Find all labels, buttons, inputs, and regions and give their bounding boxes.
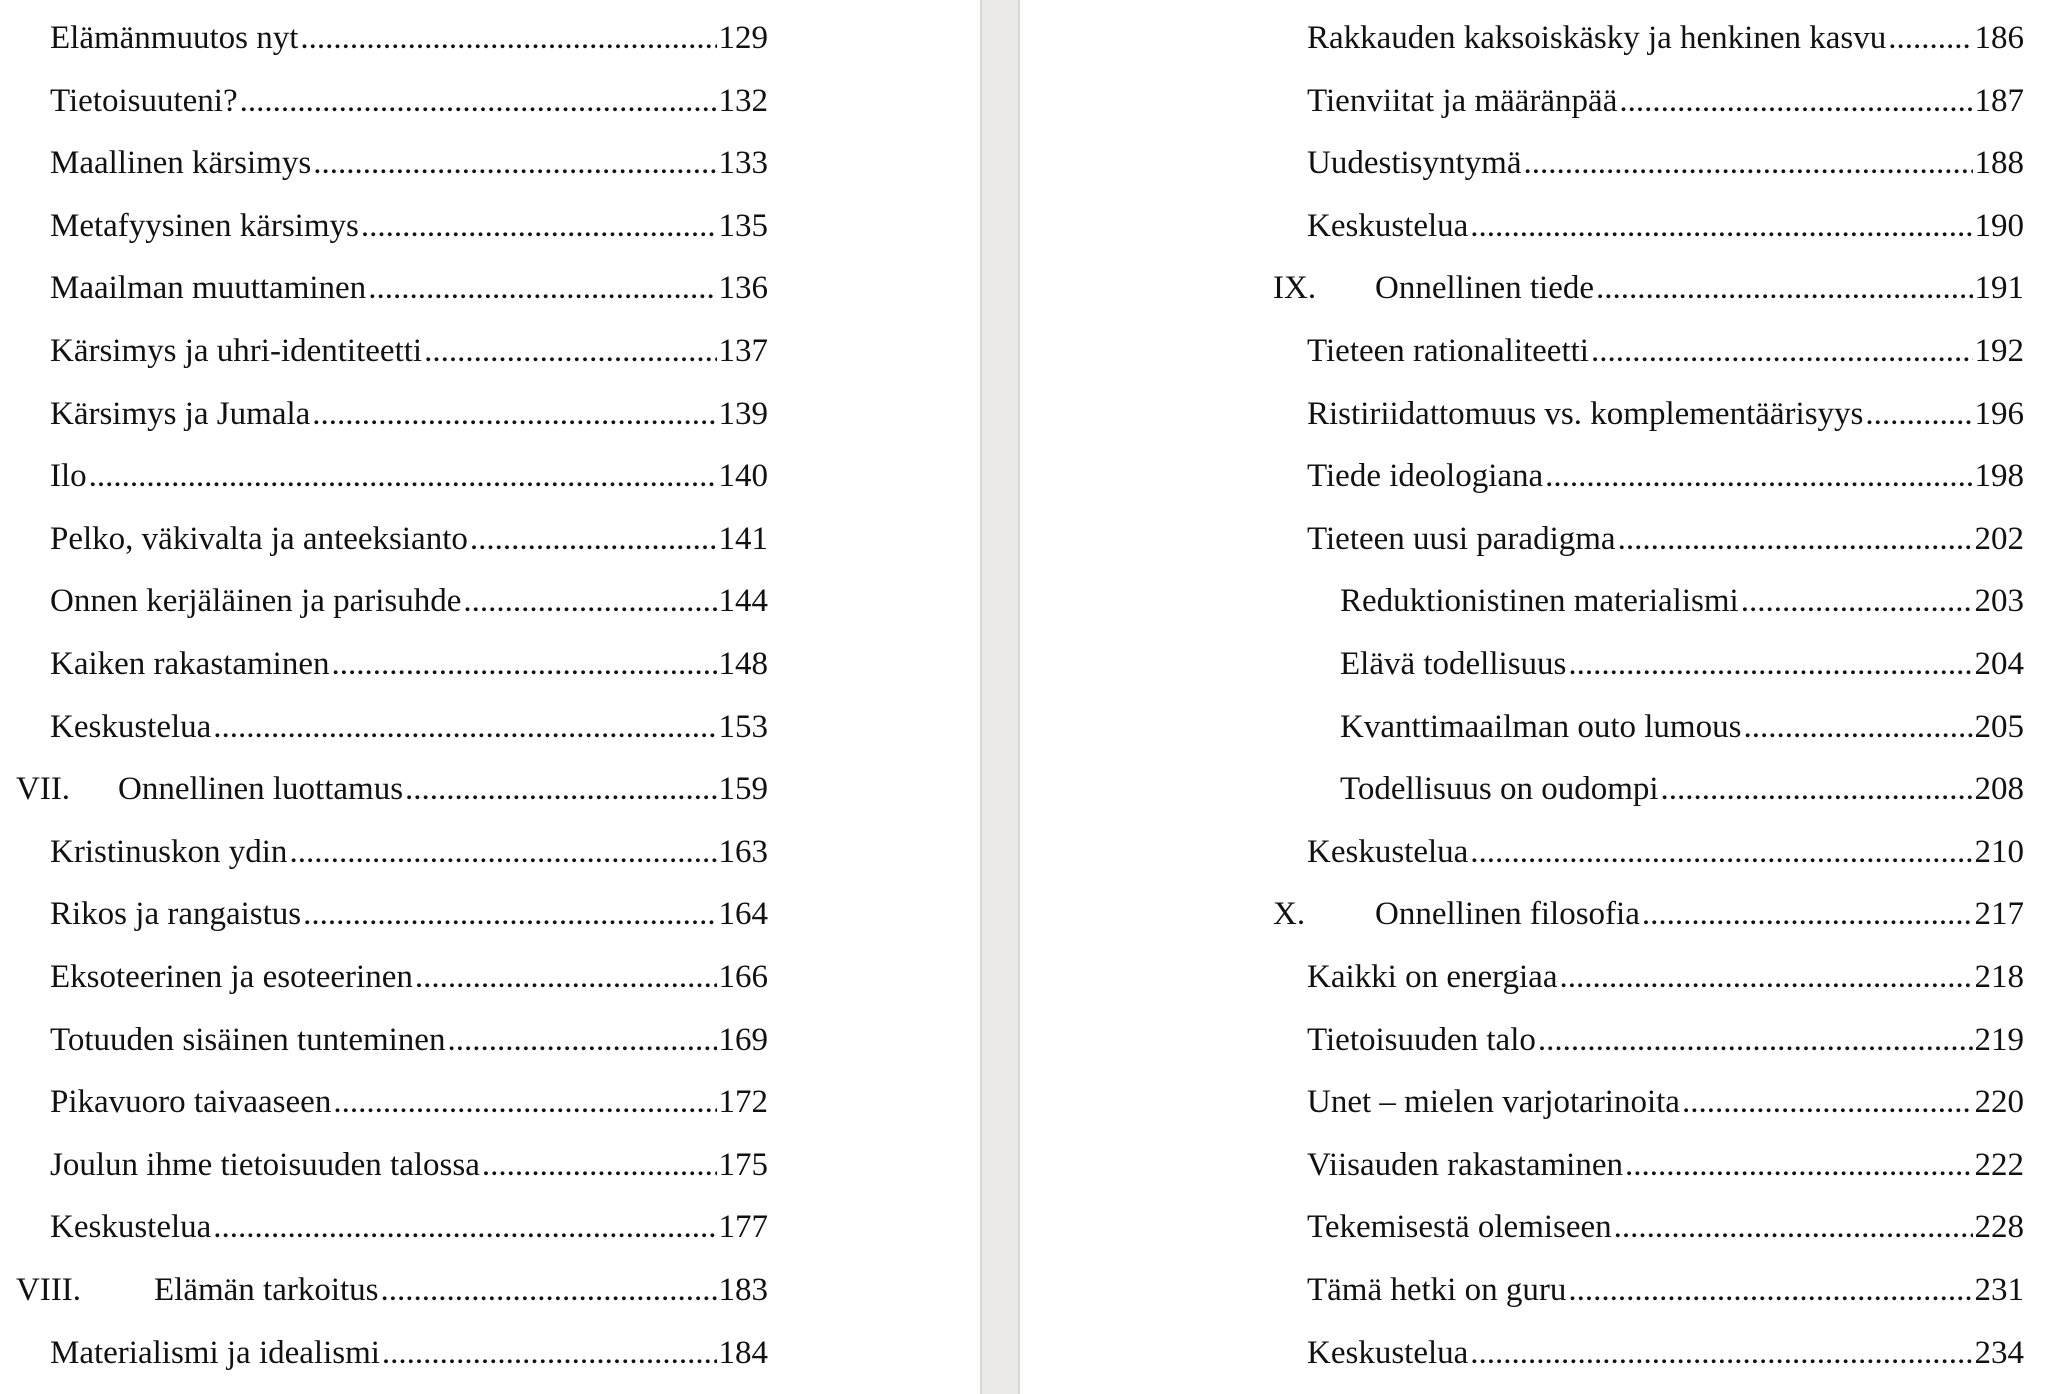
entry-title: Materialismi ja idealismi: [50, 1334, 380, 1371]
page-number: 140: [718, 458, 768, 495]
dot-leader: [415, 957, 717, 997]
entry-title: Rakkauden kaksoiskäsky ja henkinen kasvu: [1307, 20, 1887, 56]
page-number: 183: [718, 1272, 768, 1308]
entry-title: Tämä hetki on guru: [1307, 1272, 1567, 1308]
page-number: 148: [718, 646, 768, 682]
page-number: 166: [718, 959, 768, 995]
page-number: 205: [1974, 708, 2024, 745]
toc-entry[interactable]: [50, 832, 768, 872]
toc-entry[interactable]: [1307, 1082, 2024, 1122]
dot-leader: [1559, 957, 1972, 997]
toc-entry[interactable]: [1340, 707, 2024, 747]
entry-title: Kaiken rakastaminen: [50, 646, 330, 682]
dot-leader: [1470, 1333, 1972, 1373]
page-number: 231: [1974, 1272, 2024, 1308]
toc-entry[interactable]: [50, 1207, 768, 1247]
toc-entry[interactable]: [50, 1082, 768, 1122]
dot-leader: [1614, 1207, 1973, 1247]
entry-title: Reduktionistinen materialismi: [1340, 583, 1739, 620]
entry-title: Eksoteerinen ja esoteerinen: [50, 959, 413, 995]
dot-leader: [361, 206, 717, 246]
entry-title: Onnen kerjäläinen ja parisuhde: [50, 583, 462, 620]
page-gutter: [980, 0, 1020, 1394]
entry-title: Elävä todellisuus: [1340, 646, 1567, 682]
page-number: 137: [718, 333, 768, 369]
toc-entry[interactable]: [1307, 456, 2024, 496]
dot-leader: [331, 644, 716, 684]
page-number: 139: [718, 395, 768, 432]
entry-title: Tekemisestä olemiseen: [1307, 1209, 1612, 1246]
page-number: 204: [1974, 646, 2024, 682]
page-number: 129: [718, 20, 768, 56]
toc-entry[interactable]: [50, 456, 768, 496]
dot-leader: [1741, 581, 1973, 621]
toc-entry[interactable]: [50, 143, 768, 183]
chapter-number: VIII.: [16, 1272, 82, 1308]
page-number: 208: [1974, 771, 2024, 808]
entry-title: Tietoisuuteni?: [50, 82, 238, 119]
toc-entry[interactable]: [1307, 81, 2024, 121]
page-number: 187: [1974, 82, 2024, 119]
toc-entry[interactable]: [50, 1333, 768, 1373]
dot-leader: [213, 707, 716, 747]
entry-title: Viisauden rakastaminen: [1307, 1146, 1623, 1183]
toc-entry[interactable]: [1307, 1270, 2024, 1310]
dot-leader: [405, 769, 716, 809]
toc-entry[interactable]: [1307, 206, 2024, 246]
dot-leader: [1682, 1082, 1973, 1122]
toc-entry[interactable]: [50, 644, 768, 684]
chapter-number: VII.: [16, 771, 71, 808]
page-number: 186: [1974, 20, 2024, 56]
toc-entry[interactable]: [50, 519, 768, 559]
toc-entry[interactable]: [1307, 832, 2024, 872]
toc-entry[interactable]: [50, 331, 768, 371]
toc-chapter-entry[interactable]: [16, 1270, 768, 1310]
toc-entry[interactable]: [1340, 581, 2024, 621]
dot-leader: [312, 394, 716, 434]
toc-chapter-entry[interactable]: [1273, 894, 2024, 934]
dot-leader: [1538, 1020, 1973, 1060]
left-page: [0, 0, 980, 1394]
page-number: 141: [718, 520, 768, 557]
page-number: 175: [718, 1146, 768, 1183]
entry-title: Todellisuus on oudompi: [1340, 771, 1659, 808]
dot-leader: [482, 1145, 717, 1185]
page-number: 164: [718, 896, 768, 933]
page-number: 169: [718, 1021, 768, 1058]
entry-title: Kärsimys ja Jumala: [50, 395, 311, 432]
toc-chapter-entry[interactable]: [1273, 268, 2024, 308]
toc-entry[interactable]: [1340, 769, 2024, 809]
toc-entry[interactable]: [50, 957, 768, 997]
page-number: 219: [1974, 1021, 2024, 1058]
chapter-number: IX.: [1273, 270, 1317, 307]
dot-leader: [1888, 18, 1972, 58]
toc-entry[interactable]: [50, 581, 768, 621]
toc-chapter-entry[interactable]: [16, 769, 768, 809]
toc-entry[interactable]: [50, 707, 768, 747]
entry-title: Tienviitat ja määränpää: [1307, 82, 1618, 119]
entry-title: Tietoisuuden talo: [1307, 1021, 1536, 1058]
entry-title: Maailman muuttaminen: [50, 270, 367, 307]
toc-entry[interactable]: [1307, 1145, 2024, 1185]
page-number: 234: [1974, 1334, 2024, 1371]
dot-leader: [1470, 206, 1972, 246]
page-number: 191: [1974, 270, 2024, 307]
page-number: 132: [718, 82, 768, 119]
page-number: 163: [718, 833, 768, 870]
entry-title: Keskustelua: [50, 1209, 212, 1246]
page-number: 202: [1974, 520, 2024, 557]
entry-title: Elämän tarkoitus: [154, 1272, 379, 1308]
toc-entry[interactable]: [50, 81, 768, 121]
toc-entry[interactable]: [50, 394, 768, 434]
toc-entry[interactable]: [50, 18, 768, 58]
page-number: 220: [1974, 1084, 2024, 1121]
dot-leader: [89, 456, 717, 496]
page-number: 184: [718, 1334, 768, 1371]
dot-leader: [1545, 456, 1972, 496]
dot-leader: [1642, 894, 1973, 934]
entry-title: Ilo: [50, 458, 87, 495]
page-number: 133: [718, 145, 768, 182]
page-number: 177: [718, 1209, 768, 1246]
dot-leader: [213, 1207, 716, 1247]
entry-title: Keskustelua: [1307, 207, 1469, 244]
page-number: 198: [1974, 458, 2024, 495]
entry-title: Tieteen uusi paradigma: [1307, 520, 1616, 557]
dot-leader: [289, 832, 716, 872]
dot-leader: [333, 1082, 716, 1122]
page-number: 144: [718, 583, 768, 620]
dot-leader: [470, 519, 717, 559]
entry-title: Maallinen kärsimys: [50, 145, 312, 182]
entry-title: Rikos ja rangaistus: [50, 896, 302, 933]
page-number: 192: [1974, 333, 2024, 369]
entry-title: Ristiriidattomuus vs. komplementäärisyys: [1307, 395, 1864, 432]
dot-leader: [1596, 268, 1972, 308]
entry-title: Metafyysinen kärsimys: [50, 207, 359, 244]
dot-leader: [1619, 81, 1972, 121]
dot-leader: [382, 1333, 717, 1373]
toc-entry[interactable]: [1307, 331, 2024, 371]
toc-entry[interactable]: [50, 1020, 768, 1060]
page-number: 210: [1974, 833, 2024, 870]
dot-leader: [1568, 1270, 1972, 1310]
entry-title: Onnellinen tiede: [1375, 270, 1595, 307]
dot-leader: [1591, 331, 1973, 371]
toc-entry[interactable]: [1307, 1333, 2024, 1373]
page-number: 196: [1974, 395, 2024, 432]
dot-leader: [1661, 769, 1973, 809]
toc-entry[interactable]: [1307, 18, 2024, 58]
chapter-number: X.: [1273, 896, 1306, 933]
page-number: 136: [718, 270, 768, 307]
toc-entry[interactable]: [1307, 519, 2024, 559]
toc-entry[interactable]: [1340, 644, 2024, 684]
toc-entry[interactable]: [1307, 1020, 2024, 1060]
dot-leader: [1743, 707, 1972, 747]
entry-title: Keskustelua: [1307, 833, 1469, 870]
toc-entry[interactable]: [50, 268, 768, 308]
page-number: 153: [718, 708, 768, 745]
entry-title: Keskustelua: [50, 708, 212, 745]
toc-entry[interactable]: [1307, 143, 2024, 183]
entry-title: Pikavuoro taivaaseen: [50, 1084, 332, 1121]
page-number: 172: [718, 1084, 768, 1121]
dot-leader: [1523, 143, 1972, 183]
dot-leader: [313, 143, 716, 183]
toc-entry[interactable]: [50, 1145, 768, 1185]
entry-title: Kärsimys ja uhri-identiteetti: [50, 333, 423, 369]
page-number: 203: [1974, 583, 2024, 620]
entry-title: Onnellinen luottamus: [118, 771, 404, 808]
page-number: 217: [1974, 896, 2024, 933]
toc-entry[interactable]: [50, 894, 768, 934]
toc-entry[interactable]: [1307, 1207, 2024, 1247]
dot-leader: [303, 894, 716, 934]
dot-leader: [368, 268, 716, 308]
entry-title: Pelko, väkivalta ja anteeksianto: [50, 520, 468, 557]
entry-title: Kristinuskon ydin: [50, 833, 288, 870]
dot-leader: [424, 331, 716, 371]
dot-leader: [1865, 394, 1972, 434]
toc-entry[interactable]: [1307, 394, 2024, 434]
page-number: 228: [1974, 1209, 2024, 1246]
entry-title: Kvanttimaailman outo lumous: [1340, 708, 1742, 745]
right-page: [1020, 0, 2048, 1394]
entry-title: Unet – mielen varjotarinoita: [1307, 1084, 1680, 1121]
entry-title: Tiede ideologiana: [1307, 458, 1544, 495]
dot-leader: [240, 81, 717, 121]
entry-title: Uudestisyntymä: [1307, 145, 1522, 182]
dot-leader: [381, 1270, 717, 1310]
page-number: 159: [718, 771, 768, 808]
page-number: 188: [1974, 145, 2024, 182]
dot-leader: [1625, 1145, 1973, 1185]
page-number: 135: [718, 207, 768, 244]
dot-leader: [463, 581, 716, 621]
entry-title: Keskustelua: [1307, 1334, 1469, 1371]
page-number: 190: [1974, 207, 2024, 244]
entry-title: Kaikki on energiaa: [1307, 959, 1558, 995]
page-number: 218: [1974, 959, 2024, 995]
toc-entry[interactable]: [1307, 957, 2024, 997]
dot-leader: [1568, 644, 1972, 684]
dot-leader: [447, 1020, 716, 1060]
toc-entry[interactable]: [50, 206, 768, 246]
dot-leader: [1618, 519, 1973, 559]
page-number: 222: [1974, 1146, 2024, 1183]
entry-title: Totuuden sisäinen tunteminen: [50, 1021, 446, 1058]
entry-title: Joulun ihme tietoisuuden talossa: [50, 1146, 480, 1183]
entry-title: Tieteen rationaliteetti: [1307, 333, 1589, 369]
dot-leader: [1470, 832, 1972, 872]
dot-leader: [300, 18, 716, 58]
entry-title: Elämänmuutos nyt: [50, 20, 299, 56]
entry-title: Onnellinen filosofia: [1375, 896, 1640, 933]
